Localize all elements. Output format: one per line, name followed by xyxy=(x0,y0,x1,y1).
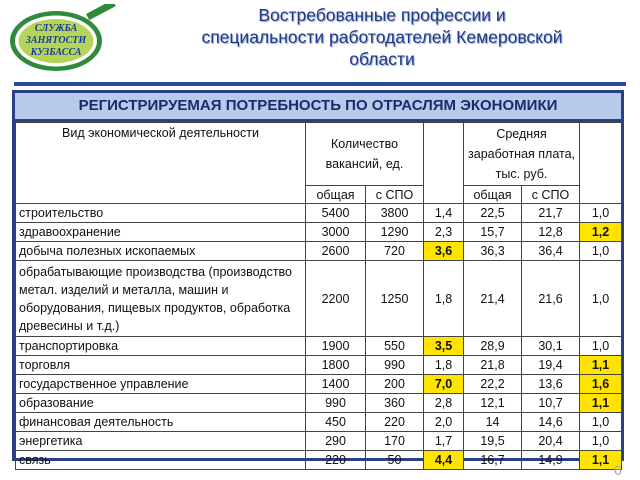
cell-s-total: 15,7 xyxy=(464,223,522,242)
logo-line-3: КУЗБАССА xyxy=(30,47,82,58)
cell-v-ratio: 1,7 xyxy=(424,432,464,451)
header-row xyxy=(16,123,622,186)
cell-v-ratio: 1,4 xyxy=(424,204,464,223)
cell-s-total: 22,2 xyxy=(464,375,522,394)
cell-s-spo: 21,7 xyxy=(522,204,580,223)
table-row xyxy=(16,337,622,356)
cell-s-total: 12,1 xyxy=(464,394,522,413)
cell-s-spo: 19,4 xyxy=(522,356,580,375)
cell-v-spo: 990 xyxy=(366,356,424,375)
table-row xyxy=(16,261,622,337)
cell-v-total: 1400 xyxy=(306,375,366,394)
data-table xyxy=(15,122,622,470)
cell-s-total: 21,8 xyxy=(464,356,522,375)
cell-v-total: 3000 xyxy=(306,223,366,242)
cell-activity: строительство xyxy=(16,204,306,223)
cell-v-ratio: 2,0 xyxy=(424,413,464,432)
cell-s-spo: 20,4 xyxy=(522,432,580,451)
table-frame xyxy=(12,122,624,467)
cell-activity: связь xyxy=(16,451,306,470)
cell-s-spo: 30,1 xyxy=(522,337,580,356)
page-number: 6 xyxy=(614,462,622,478)
cell-v-spo: 50 xyxy=(366,451,424,470)
cell-s-ratio: 1,0 xyxy=(580,413,622,432)
cell-activity: добыча полезных ископаемых xyxy=(16,242,306,261)
cell-v-spo: 200 xyxy=(366,375,424,394)
cell-v-spo: 550 xyxy=(366,337,424,356)
cell-v-ratio: 4,4 xyxy=(424,451,464,470)
cell-v-spo: 1290 xyxy=(366,223,424,242)
header-blank-2 xyxy=(580,123,622,204)
cell-v-total: 1800 xyxy=(306,356,366,375)
cell-s-ratio: 1,0 xyxy=(580,242,622,261)
cell-v-total: 450 xyxy=(306,413,366,432)
logo xyxy=(6,4,118,74)
cell-s-ratio: 1,1 xyxy=(580,356,622,375)
table-row xyxy=(16,375,622,394)
cell-v-ratio: 2,3 xyxy=(424,223,464,242)
cell-s-spo: 21,6 xyxy=(522,261,580,337)
cell-v-ratio: 1,8 xyxy=(424,261,464,337)
logo-line-1: СЛУЖБА xyxy=(34,23,78,34)
page-title xyxy=(128,4,636,70)
cell-s-total: 19,5 xyxy=(464,432,522,451)
cell-v-total: 2600 xyxy=(306,242,366,261)
cell-v-total: 1900 xyxy=(306,337,366,356)
cell-s-ratio: 1,6 xyxy=(580,375,622,394)
cell-s-spo: 14,9 xyxy=(522,451,580,470)
cell-s-ratio: 1,0 xyxy=(580,261,622,337)
cell-s-ratio: 1,1 xyxy=(580,451,622,470)
cell-s-spo: 14,6 xyxy=(522,413,580,432)
subheader-vacancies-spo: с СПО xyxy=(366,186,424,204)
cell-v-ratio: 3,6 xyxy=(424,242,464,261)
table-row xyxy=(16,356,622,375)
cell-s-ratio: 1,1 xyxy=(580,394,622,413)
table-row xyxy=(16,451,622,470)
cell-v-spo: 720 xyxy=(366,242,424,261)
title-line-1: Востребованные профессии и xyxy=(258,5,506,25)
subheader-salary-spo: с СПО xyxy=(522,186,580,204)
cell-v-total: 290 xyxy=(306,432,366,451)
cell-activity: транспортировка xyxy=(16,337,306,356)
cell-v-ratio: 2,8 xyxy=(424,394,464,413)
table-row xyxy=(16,413,622,432)
header-activity: Вид экономической деятельности xyxy=(16,123,306,204)
cell-v-spo: 1250 xyxy=(366,261,424,337)
cell-v-total: 220 xyxy=(306,451,366,470)
header-salary: Средняя заработная плата, тыс. руб. xyxy=(464,123,580,186)
cell-s-total: 14 xyxy=(464,413,522,432)
cell-v-total: 990 xyxy=(306,394,366,413)
cell-v-ratio: 1,8 xyxy=(424,356,464,375)
subheader-vacancies-total: общая xyxy=(306,186,366,204)
cell-v-spo: 220 xyxy=(366,413,424,432)
cell-s-total: 36,3 xyxy=(464,242,522,261)
cell-s-ratio: 1,2 xyxy=(580,223,622,242)
title-divider xyxy=(14,82,626,86)
table-row xyxy=(16,204,622,223)
table-row xyxy=(16,394,622,413)
cell-s-total: 28,9 xyxy=(464,337,522,356)
logo-emblem xyxy=(6,4,118,74)
title-line-2: специальности работодателей Кемеровской xyxy=(201,27,563,47)
cell-v-spo: 360 xyxy=(366,394,424,413)
cell-activity: энергетика xyxy=(16,432,306,451)
cell-v-spo: 3800 xyxy=(366,204,424,223)
cell-s-total: 21,4 xyxy=(464,261,522,337)
title-line-3: области xyxy=(349,49,415,69)
cell-v-spo: 170 xyxy=(366,432,424,451)
cell-v-total: 5400 xyxy=(306,204,366,223)
header-vacancies: Количество вакансий, ед. xyxy=(306,123,424,186)
cell-s-total: 22,5 xyxy=(464,204,522,223)
cell-activity: здравоохранение xyxy=(16,223,306,242)
subheader-salary-total: общая xyxy=(464,186,522,204)
cell-v-ratio: 3,5 xyxy=(424,337,464,356)
logo-line-2: ЗАНЯТОСТИ xyxy=(25,35,87,46)
cell-v-ratio: 7,0 xyxy=(424,375,464,394)
cell-s-spo: 36,4 xyxy=(522,242,580,261)
cell-s-spo: 10,7 xyxy=(522,394,580,413)
cell-s-spo: 13,6 xyxy=(522,375,580,394)
cell-activity: образование xyxy=(16,394,306,413)
cell-s-ratio: 1,0 xyxy=(580,204,622,223)
cell-activity: государственное управление xyxy=(16,375,306,394)
cell-s-ratio: 1,0 xyxy=(580,432,622,451)
header-blank xyxy=(424,123,464,204)
table-row xyxy=(16,223,622,242)
cell-s-ratio: 1,0 xyxy=(580,337,622,356)
cell-s-total: 16,7 xyxy=(464,451,522,470)
cell-activity: финансовая деятельность xyxy=(16,413,306,432)
cell-v-total: 2200 xyxy=(306,261,366,337)
cell-activity: торговля xyxy=(16,356,306,375)
section-banner: РЕГИСТРИРУЕМАЯ ПОТРЕБНОСТЬ ПО ОТРАСЛЯМ ЭКОНОМИКИ xyxy=(12,90,624,122)
cell-s-spo: 12,8 xyxy=(522,223,580,242)
table-row xyxy=(16,432,622,451)
cell-activity: обрабатывающие производства (производство метал. изделий и металла, машин и оборудования, пищевых продуктов, обработка древесины и т.д.) xyxy=(16,261,306,337)
table-row xyxy=(16,242,622,261)
